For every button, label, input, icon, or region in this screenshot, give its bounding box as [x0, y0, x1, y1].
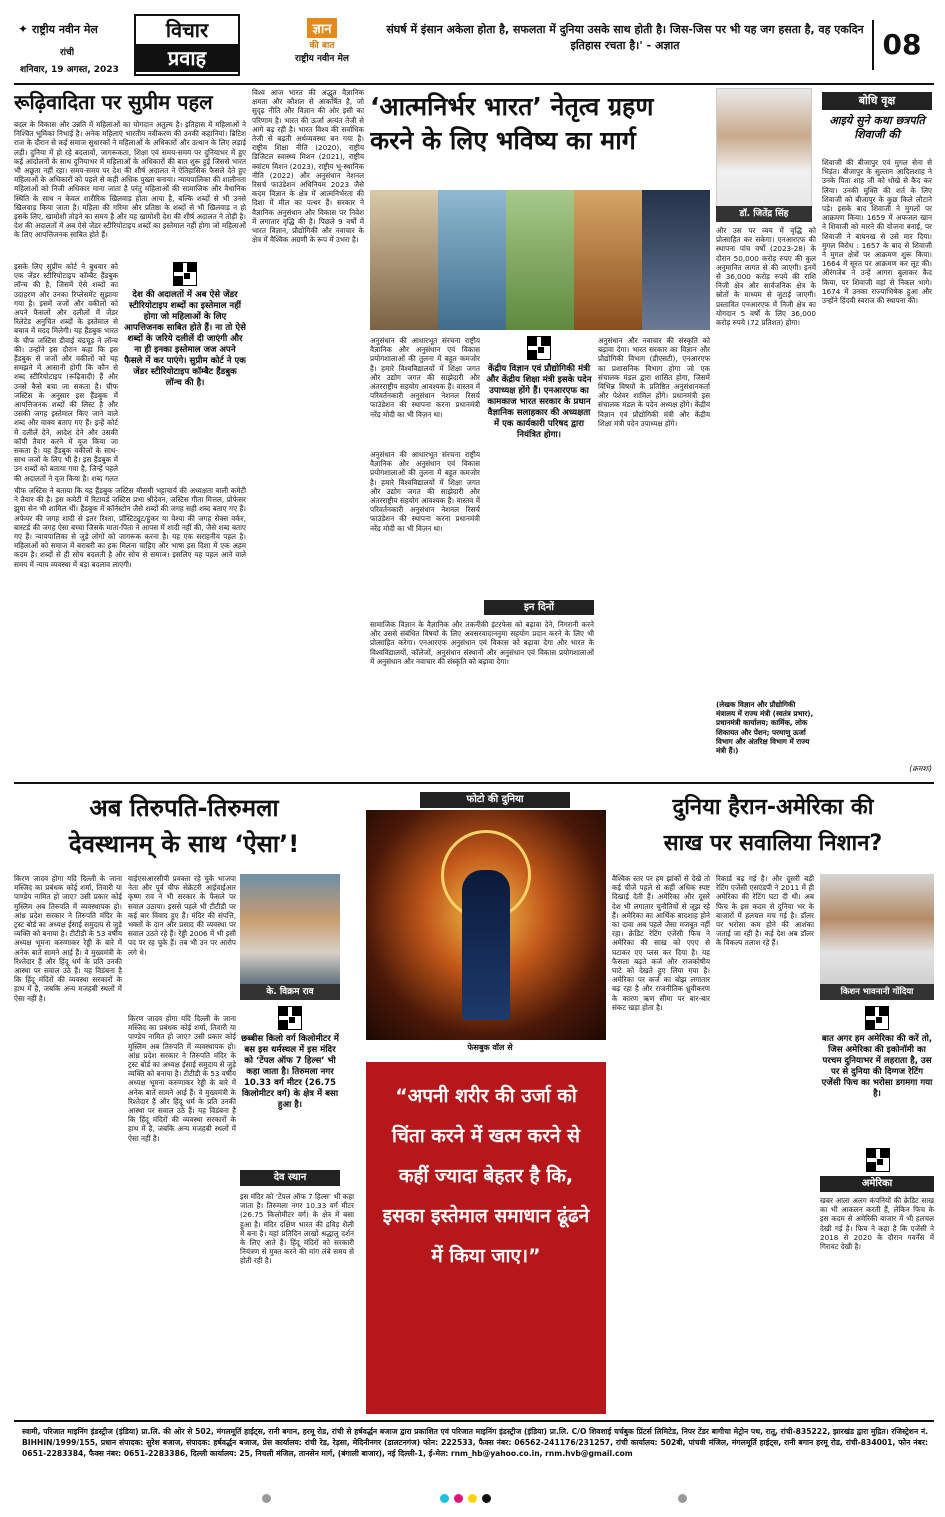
qr-code-icon — [527, 336, 551, 360]
reg-dot-magenta — [454, 1494, 463, 1503]
reg-dot-right — [678, 1494, 687, 1503]
author-photo-kishan — [820, 874, 934, 986]
left-body-wrap — [14, 120, 246, 775]
footer-rule — [14, 1420, 934, 1422]
left-body-col-c: चीफ जस्टिस ने बताया कि यह हैंडबुक जस्टिस मौसमी भट्टाचार्य की अध्यक्षता वाली कमेटी ने तैयार की है। इस कमेटी में रिटायर्ड जस्टिस प्रभा श्रीदेवन, जस्टिस गीता मित्तल, प्रोफेसर झुमा सेन भी शामिल थीं। हैंडबुक में कॉर्नस्टोन जैसे शब्दों की जगह सही शब्द बताए गए हैं। अफेयर की जगह शादी से इतर रिश्ता, प्रॉस्टिट्यूट/हुकर या वेश्या की जगह सेक्स वर्कर, बास्टर्ड की जगह ऐसा बच्चा जिसके माता-पिता ने आपस में शादी नहीं की, जैसे शब्द बताए गए हैं। न्यायपालिका से जुड़े लोगों को जागरूक करना है। यह एक सराहनीय पहल है। महिलाओं को समाज में बराबरी का हक मिलना चाहिए और भाषा इस दिशा में एक अहम कदम है। शब्दों से ही सोच बदलती है और सोच से समाज। इसलिए यह पहल आने वाले समय में न्याय व्यवस्था में बड़ा बदलाव लाएगी। — [14, 486, 246, 569]
america-section-label: अमेरिका — [820, 1176, 934, 1192]
paper-name: राष्ट्रीय नवीन मेल — [32, 23, 98, 36]
section-title-line2: प्रवाह — [136, 44, 238, 72]
tirupati-headline-line2: देवस्थानम् के साथ ‘ऐसा’! — [68, 830, 300, 858]
left-body-col-a: बदल के विकास और उन्नति में महिलाओं का योगदान अतुल्य है। इतिहास में महिलाओं ने निश्चित भूमिका निभाई है। अनेक महिलाएं भारतीय नवीकरण की उनकी कहानियां। ब्रिटिश राज के दौरान से कई समाज सुधारकों ने महिलाओं के अधिकारों और उत्थान के लिए लड़ाई लड़ी। दुनिया में हो रहे बदलावों, जागरूकता, शिक्षा एवं समय-समय पर दुनियाभर में हुए कई आंदोलनों के साथ दुनियाभर में महिलाओं के अधिकारों की बात शुरू हुई जिससे भारत भी अछूता नहीं रहा। समय-समय पर देश की शीर्ष अदालत ने ऐतिहासिक फैसले देते हुए महिलाओं के अधिकारों को पहले से कहीं अधिक पुख्ता बनाया। न्यायपालिका की शालीनता महिलाओं को निजी अधिकार माना जाता है परंतु महिलाओं की सामाजिक और वैधानिक स्थिति के साथ न केवल शारीरिक खिलवाड़ होता आया है, बल्कि शब्दों से भी उनसे खिलवाड़ किया जाता है। महिला की गरिमा और प्रतिष्ठा के शब्दों से भी खिलवाड़ न हो इसके लिए, खामोशी तोड़ने का समय है और यह खामोशी देश की शीर्ष अदालत ने तोड़ी है। देश की अदालतों में अब ऐसे जेंडर स्टीरियोटाइप शब्दों का इस्तेमाल नहीं होगा जो महिलाओं के लिए आपत्तिजनक साबित होते हैं। — [14, 120, 246, 240]
center-col-2b: अनुसंधान की आधारभूत संरचना राष्ट्रीय वैज्ञानिक और अनुसंधान एवं विकास प्रयोगशालाओं की तुलना में बहुत कमजोर है। हमारे विश्वविद्यालयों में शिक्षा जगत और उद्योग जगत की साझेदारी और अंतरराष्ट्रीय सहयोग आवश्यक हैं। वास्तव में परिवर्तनकारी अनुसंधान नेशनल रिसर्च फाउंडेशन की स्थापना करना प्रधानमंत्री नरेंद्र मोदी का भी विज़न था। — [370, 450, 480, 533]
center-pullquote: केंद्रीय विज्ञान एवं प्रौद्योगिकी मंत्री और केंद्रीय शिक्षा मंत्री इसके पदेन उपाध्यक्ष होंगे हैं। एनआरएफ का कामकाज भारत सरकार के प्रधान वैज्ञानिक सलाहकार की अध्यक्षता में एक कार्यकारी परिषद द्वारा नियंत्रित होगा। — [486, 364, 592, 440]
center-col-4: अनुसंधान और नवाचार की संस्कृति को बढ़ावा देगा। भारत सरकार का विज्ञान और प्रौद्योगिकी विभाग (डीएसटी), एनआरएफ का प्रशासनिक विभाग होगा जो एक संचालक मंडल द्वारा शासित होगा, जिसमें विभिन्न विषयों के प्रतिष्ठित अनुसंधानकर्ता और पेशेवर शामिल होंगे। प्रधानमंत्री इस संचालक मंडल के पदेन अध्यक्ष होंगे। केंद्रीय विज्ञान एवं प्रौद्योगिकी मंत्री और केंद्रीय शिक्षा मंत्री पदेन उपाध्यक्ष होंगे। — [598, 336, 710, 428]
deity-figure — [462, 870, 510, 1020]
photo-section-label: फोटो की दुनिया — [420, 792, 570, 808]
center-col-3: सामाजिक विज्ञान के वैज्ञानिक और तकनीकी इंटरफेस को बढ़ावा देने, निगरानी करने और उससे संबंधित विषयों के लिए अवसरवादाननुमा सहयोग प्रदान करने के लिए भी प्रोत्साहित करेगा। एनआरएफ अनुसंधान एवं विकास को बढ़ावा देगा और भारत के विश्वविद्यालयों, कॉलेजों, अनुसंधान संस्थानों और अनुसंधान एवं विकास प्रयोगशालाओं में अनुसंधान और नवाचार की संस्कृति को बढ़ावा देगा। — [370, 620, 594, 666]
america-headline-line2: साख पर सवालिया निशान? — [663, 831, 883, 856]
center-section-label: इन दिनों — [484, 600, 594, 615]
center-headline: ‘आत्मनिर्भर भारत’ नेतृत्व ग्रहण करने के लिए भविष्य का मार्ग — [370, 92, 654, 155]
photo-credit: फेसबुक वॉल से — [467, 1043, 513, 1052]
center-col-2: अनुसंधान की आधारभूत संरचना राष्ट्रीय वैज्ञानिक और अनुसंधान एवं विकास प्रयोगशालाओं की तुलना में बहुत कमजोर है। हमारे विश्वविद्यालयों में शिक्षा जगत और उद्योग जगत की साझेदारी और अंतरराष्ट्रीय सहयोग आवश्यक हैं। वास्तव में परिवर्तनकारी अनुसंधान नेशनल रिसर्च फाउंडेशन की स्थापना करना प्रधानमंत्री नरेंद्र मोदी का भी विज़न था। — [370, 336, 480, 419]
tirupati-section-label: देव स्थान — [240, 1170, 340, 1186]
quote-text: संघर्ष में इंसान अकेला होता है, सफलता में दुनिया उसके साथ होती है। जिस-जिस पर भी यह जग हसता है, वह एकदिन इतिहास रचता है।' — [386, 23, 864, 52]
badge-line1: ज्ञान — [307, 18, 338, 38]
bird-icon: ✦ — [18, 22, 29, 36]
registration-marks — [0, 1492, 945, 1508]
paper-logo — [18, 22, 128, 42]
left-body-col-b: इसके लिए सुप्रीम कोर्ट ने बुधवार को एक जेंडर स्टीरियोटाइप कॉम्बैट हैंडबुक लॉन्च की है, जिसमें ऐसे शब्दों का उदाहरण और उनका रिप्लेसमेंट सुझाया गया है। इसमें जजों और वकीलों को अपने फैसलों और दलीलों में जेंडर रिलेटेड अनुचित शब्दों के इस्तेमाल से बचाव में मदद मिलेगी। यह हैंडबुक भारत के चीफ जस्टिस डीवाई चंद्रचूड़ ने लॉन्च की। उन्होंने इस दौरान कहा कि इस हैंडबुक से जजों और वकीलों को यह समझने में आसानी होगी कि कौन से शब्द स्टीरियोटाइप (रूढ़िवादी) हैं और उनसे कैसे बचा जा सकता है। चीफ जस्टिस के अनुसार इस हैंडबुक में आपत्तिजनक शब्दों की लिस्ट है और उसकी जगह इस्तेमाल किए जाने वाले शब्द और वाक्य बताए गए हैं। इन्हें कोर्ट में दलीलें देने, आदेश देने और उसकी कॉपी तैयार करने में यूज किया जा सकता है। यह हैंडबुक वकीलों के साथ-साथ जजों के लिए भी है। इस हैंडबुक में उन शब्दों को बताया गया है, जिन्हें पहले की अदालतों ने यूज किया है। शब्द गलत — [14, 262, 118, 482]
center-col-1: विश्व आज भारत की अद्भुत वैज्ञानिक क्षमता और कौशल से आकर्षित है, जो सुदृढ़ नीति और विज्ञान की ओर इसी का परिणाम है। भारत की ऊर्जा अत्यंत तेजी से आगे बढ़ रही है। भारत विश्व की सर्वाधिक तेजी से बढ़ती अर्थव्यवस्था बन गया है। राष्ट्रीय शिक्षा नीति (2020), राष्ट्रीय डिजिटल स्वास्थ्य मिशन (2021), राष्ट्रीय क्वांटम मिशन (2023), राष्ट्रीय भू-स्थानिक नीति (2022) और अनुसंधान नेशनल रिसर्च फाउंडेशन अधिनियम 2023 जैसे कदम विज्ञान के क्षेत्र में आत्मनिर्भरता की दिशा में मील का पत्थर हैं। सरकार ने वैज्ञानिक अनुसंधान और विकास पर निवेश में लगातार वृद्धि की है। पिछले 9 वर्षों में भारत विज्ञान, प्रौद्योगिकी और नवाचार के क्षेत्र में वैश्विक अग्रणी के रूप में उभरा है। — [252, 88, 364, 245]
tirupati-col-1: किरण जादव होगा यदि दिल्ली के जाना मस्जिद का प्रबंधक कोई शर्मा, तिवारी या पाण्डेय नामित हो जाए? उसी प्रकार कोई मुस्लिम अब तिरुपति में व्यवस्थापक हो। आंध्र प्रदेश सरकार ने तिरुपति मंदिर के ट्रस्ट बोर्ड का अध्यक्ष ईसाई समुदाय से जुड़े व्यक्ति को बनाया है। टीटीडी के 53 वर्षीय अध्यक्ष भूमना करुणाकर रेड्डी के बारे में अनेक बातें सामने आई हैं। वे मुख्यमंत्री के रिश्तेदार हैं और हिंदू धर्म के प्रति उनकी आस्था पर सवाल उठे हैं। यह विडंबना है कि हिंदू मंदिरों की व्यवस्था सरकारों के हाथ में है, जबकि अन्य मजहबी स्थलों में ऐसा नहीं है। — [14, 874, 122, 1003]
section-title — [134, 14, 240, 76]
america-headline — [612, 790, 934, 870]
photo-quote-box — [366, 1062, 606, 1414]
tirupati-headline-line1: अब तिरुपति-तिरुमला — [89, 794, 279, 822]
footer-imprint: स्वामी, परिजात माइनिंग इंडस्ट्रीज (इंडिया) प्रा.लि. की ओर से 502, मंगलमूर्ति हाईट्स, रानी बगान, हरमू रोड, रांची से हर्षवर्द्धन बजाज द्वारा प्रकाशित एवं परिजात माइनिंग इंडस्ट्रीज (इंडिया) प्रा.लि. C/O शिवशाई चर्चबुक प्रिंटर्स लिमिटेड, निपर टेंडर बागीचा मेट्रोन पथ, रातू, रांची-835222, झारखंड द्वारा मुद्रित। रजिस्ट्रेशन नं. BIHHIN/1999/155, प्रधान संपादक: सुरेश बजाज, संपादक: हर्षवर्द्धन बजाज, प्रेस कार्यालय: रांची रेड, रेड़सा, मेदिनीनगर (डालटनगंज) फोन: 222533, फैक्स नंबर: 06562-241176/231257, रांची कार्यालय: 502बी, पांचवी मंजिल, मंगलमूर्ति हाईट्स, रानी बगान हरमू रोड, रांची-834001, फोन नंबर: 0651-2283384, फैक्स नंबर: 0651-2283386, दिल्ली कार्यालय: 25, निचली मंजिल, तानसेन मार्ग, (बंगाली बाजार), नई दिल्ली-1, ई-मेल: rnm_hb@yahoo.co.in, rnm.hvb@gmail.com — [22, 1427, 928, 1458]
qr-code-icon — [865, 1006, 889, 1030]
reg-dot-left — [262, 1494, 271, 1503]
america-pullquote: बात अगर हम अमेरिका की करें तो, जिस अमेरिका की इकोनॉमी का परचम दुनियाभर में लहराता है, उस पर से दुनिया की दिग्गज रेटिंग एजेंसी फिच का भरोसा डगमगा गया है। — [821, 1034, 933, 1099]
america-col-1: वैश्विक स्तर पर हम झांकों से देखे तो कई चीजें पहले से कहीं अधिक स्पष्ट दिखाई देती हैं। अमेरिका और दूसरे देश भी लगातार चुनौतियों से जूझ रहे हैं। अमेरिका का आर्थिक बादशाह होने का दावा अब पहले जैसा मजबूत नहीं रहा। क्रेडिट रेटिंग एजेंसी फिच ने अमेरिका की साख को एएए से घटाकर एए प्लस कर दिया है। यह फैसला बढ़ते कर्ज और राजकोषीय घाटे को देखते हुए लिया गया है। अमेरिका पर कर्ज का बोझ लगातार बढ़ रहा है और राजनीतिक ध्रुवीकरण के कारण ऋण सीमा पर बार-बार संकट खड़ा होता है। — [612, 874, 710, 1012]
america-headline-line1: दुनिया हैरान-अमेरिका की — [672, 795, 874, 820]
left-article — [14, 88, 246, 778]
field-photo — [506, 190, 574, 330]
reg-dot-cyan — [440, 1494, 449, 1503]
center-author-note: (लेखक विज्ञान और प्रौद्योगिकी मंत्रालय में राज्य मंत्री (स्वतंत्र प्रभार), प्रधानमंत्री कार्यालय; कार्मिक, लोक शिकायत और पेंशन; परमाणु ऊर्जा विभाग और अंतरिक्ष विभाग में राज्य मंत्री हैं।) — [716, 700, 814, 756]
reg-dot-yellow — [468, 1494, 477, 1503]
quote-author: - अज्ञात — [646, 39, 680, 52]
page-number: 08 — [872, 20, 930, 70]
author-name-jitendra: डॉ. जितेंद्र सिंह — [716, 206, 812, 222]
bodhi-body: शिवाजी की बीजापुर एवं मुगल सेना से भिड़ंत। बीजापुर के सुल्तान आदिलशाह ने उनके पिता शाह जी को धोखे से कैद कर लिया। उनकी मुक्ति की शर्त के लिए शिवाजी को बीजापुर के कुछ किले लौटाने पड़े। इसके बाद शिवाजी ने मुगलों पर आक्रमण किया। 1659 में अफजल खान ने शिवाजी को मारने की योजना बनाई, पर शिवाजी ने बाघनख से उसे मार दिया। मुगल विरोध : 1657 के बाद से शिवाजी ने मुगल क्षेत्रों पर आक्रमण शुरू किया। 1664 में सूरत पर आक्रमण कर लूट की। औरंगजेब ने उन्हें आगरा बुलाकर कैद किया, पर शिवाजी वहां से निकल भागे। 1674 में उनका राज्याभिषेक हुआ और उन्होंने हिंदवी स्वराज की स्थापना की। — [822, 158, 932, 306]
qr-code-icon — [278, 1006, 302, 1030]
space-photo — [642, 190, 710, 330]
bodhi-credit: (क्रमशः) — [909, 764, 932, 773]
masthead-quote — [385, 22, 865, 62]
bodhi-headline: आइये सुने कथा छत्रपति शिवाजी की — [829, 114, 925, 141]
qr-code-icon — [173, 262, 197, 286]
lab-photo — [438, 190, 506, 330]
america-col-2: रिकार्ड बढ़ गई है। और दूसरी बड़ी रेटिंग एजेंसी एसएंडपी ने 2011 में ही अमेरिका की रेटिंग घटा दी थी। अब फिच के इस कदम से दुनिया भर के बाजारों में हलचल मच गई है। डॉलर पर भरोसा कम होने की आशंका जताई जा रही है। कई देश अब डॉलर के विकल्प तलाश रहे हैं। — [716, 874, 814, 948]
power-photo — [574, 190, 642, 330]
tirupati-pullquote: छब्बीस किलो वर्ग किलोमीटर में बस इस धर्मस्थल में इस मंदिर को ‘टेंपल ऑफ 7 हिल्स’ भी कहा जाता है। तिरुमला नगर 10.33 वर्ग मीटर (26.75 किलोमीटर वर्ग) के क्षेत्र में बसा हुआ है। — [241, 1034, 339, 1110]
tirupati-col-2: वाईएसआरसीपी प्रवक्ता रहे चुके भाजपा नेता और पूर्व चीफ सेक्रेटरी आईवाईआर कृष्ण राव ने भी सरकार के फैसले पर सवाल उठाया। इससे पहले भी टीटीडी पर कई बार विवाद हुए हैं। मंदिर की संपत्ति, भक्तों के दान और प्रसाद की व्यवस्था पर सवाल उठते रहे हैं। रेड्डी 2006 में भी इसी पद पर रह चुके हैं। तब भी उन पर आरोप लगे थे। — [128, 874, 236, 957]
photo-quote: “अपनी शरीर की उर्जा को चिंता करने में खत्म करने से कहीं ज्यादा बेहतर है कि, इसका इस्तेमाल समाधान ढूंढने में किया जाए।” — [382, 1085, 590, 1267]
left-pullquote-box — [124, 262, 246, 482]
center-col-5: और उस पर व्यय में वृद्धि को प्रोत्साहित कर सकेगा। एनआरएफ की स्थापना पांच वर्षों (2023-28) के दौरान 50,000 करोड़ रुपए की कुल अनुमानित लागत से की जाएगी। इनमें से 36,000 करोड़ रुपये की राशि निजी क्षेत्र और सार्वजनिक क्षेत्र के स्रोतों के माध्यम से जुटाई जाएगी। प्रस्तावित एनआरएफ में निजी क्षेत्र का योगदान 5 वर्षों के लिए 36,000 करोड़ रुपये (72 प्रतिशत) होगा। — [716, 226, 816, 328]
shani-dev-photo — [366, 810, 606, 1040]
bodhi-label: बोधि वृक्ष — [822, 92, 932, 110]
tirupati-col-3: इस मंदिर को ‘टेंपल ऑफ 7 हिल्स’ भी कहा जाता है। तिरुमला नगर 10.33 वर्ग मीटर (26.75 किलोमीटर वर्ग) के क्षेत्र में बसा हुआ है। मंदिर दक्षिण भारत की द्रविड़ शैली में बना है। यहां प्रतिदिन लाखों श्रद्धालु दर्शन के लिए आते हैं। हिंदू मंदिरों को सरकारी नियंत्रण से मुक्त करने की मांग लंबे समय से होती रही है। — [240, 1192, 354, 1266]
section-title-line1: विचार — [165, 18, 209, 42]
badge-line2: की बात — [309, 41, 335, 51]
masthead-rule — [14, 83, 934, 85]
author-name-kishan: किशन भावनानी गोंदिया — [820, 984, 934, 1000]
issue-date: शनिवार, 19 अगस्त, 2023 — [20, 65, 119, 75]
mid-rule — [14, 782, 934, 784]
center-photo-collage — [370, 190, 710, 330]
america-pullquote-box — [820, 1006, 934, 1146]
author-photo-vikram — [240, 874, 340, 986]
author-photo-jitendra — [716, 88, 812, 208]
qr-code-icon — [866, 1148, 890, 1172]
coins-photo — [370, 190, 438, 330]
tirupati-headline — [14, 790, 354, 870]
reg-dot-black — [482, 1494, 491, 1503]
america-qr-2 — [866, 1148, 890, 1172]
author-name-vikram: के. विक्रम राव — [240, 984, 340, 1000]
america-col-3: खबर आला अलग कंपनियों की क्रेडिट साख का भी आकलन करती हैं, लेकिन फिच के इस कदम से अमेरिकी बाजार में भी हलचल देखी गई है। फिच ने कहा है कि एजेंसी ने 2018 से 2020 के दौरान गवर्नेंस में गिरावट देखी है। — [820, 1196, 934, 1252]
city: रांची — [60, 48, 75, 58]
tirupati-pullquote-box — [240, 1006, 340, 1166]
badge-paper: राष्ट्रीय नवीन मेल — [295, 54, 349, 64]
tirupati-col-2b: किरण जादव होगा यदि दिल्ली के जाना मस्जिद का प्रबंधक कोई शर्मा, तिवारी या पाण्डेय नामित हो जाए? उसी प्रकार कोई मुस्लिम अब तिरुपति में व्यवस्थापक हो। आंध्र प्रदेश सरकार ने तिरुपति मंदिर के ट्रस्ट बोर्ड का अध्यक्ष ईसाई समुदाय से जुड़े व्यक्ति को बनाया है। टीटीडी के 53 वर्षीय अध्यक्ष भूमना करुणाकर रेड्डी के बारे में अनेक बातें सामने आई हैं। वे मुख्यमंत्री के रिश्तेदार हैं और हिंदू धर्म के प्रति उनकी आस्था पर सवाल उठे हैं। यह विडंबना है कि हिंदू मंदिरों की व्यवस्था सरकारों के हाथ में है, जबकि अन्य मजहबी स्थलों में ऐसा नहीं है। — [128, 1014, 236, 1143]
left-headline: रूढ़िवादिता पर सुप्रीम पहल — [14, 90, 213, 114]
gyan-badge — [282, 18, 362, 78]
left-pullquote: देश की अदालतों में अब ऐसे जेंडर स्टीरियोटाइप शब्दों का इस्तेमाल नहीं होगा जो महिलाओं के लिए आपत्तिजनक साबित होते हैं। ना तो ऐसे शब्दों के जरिये दलीलें दी जाएंगी और ना ही इनका इस्तेमाल जज अपने फैसले में कर पाएंगे। सुप्रीम कोर्ट ने एक जेंडर स्टीरियोटाइप कॉम्बैट हैंडबुक लॉन्च की है। — [124, 290, 246, 388]
masthead — [0, 0, 945, 80]
center-pullquote-box — [484, 336, 594, 496]
